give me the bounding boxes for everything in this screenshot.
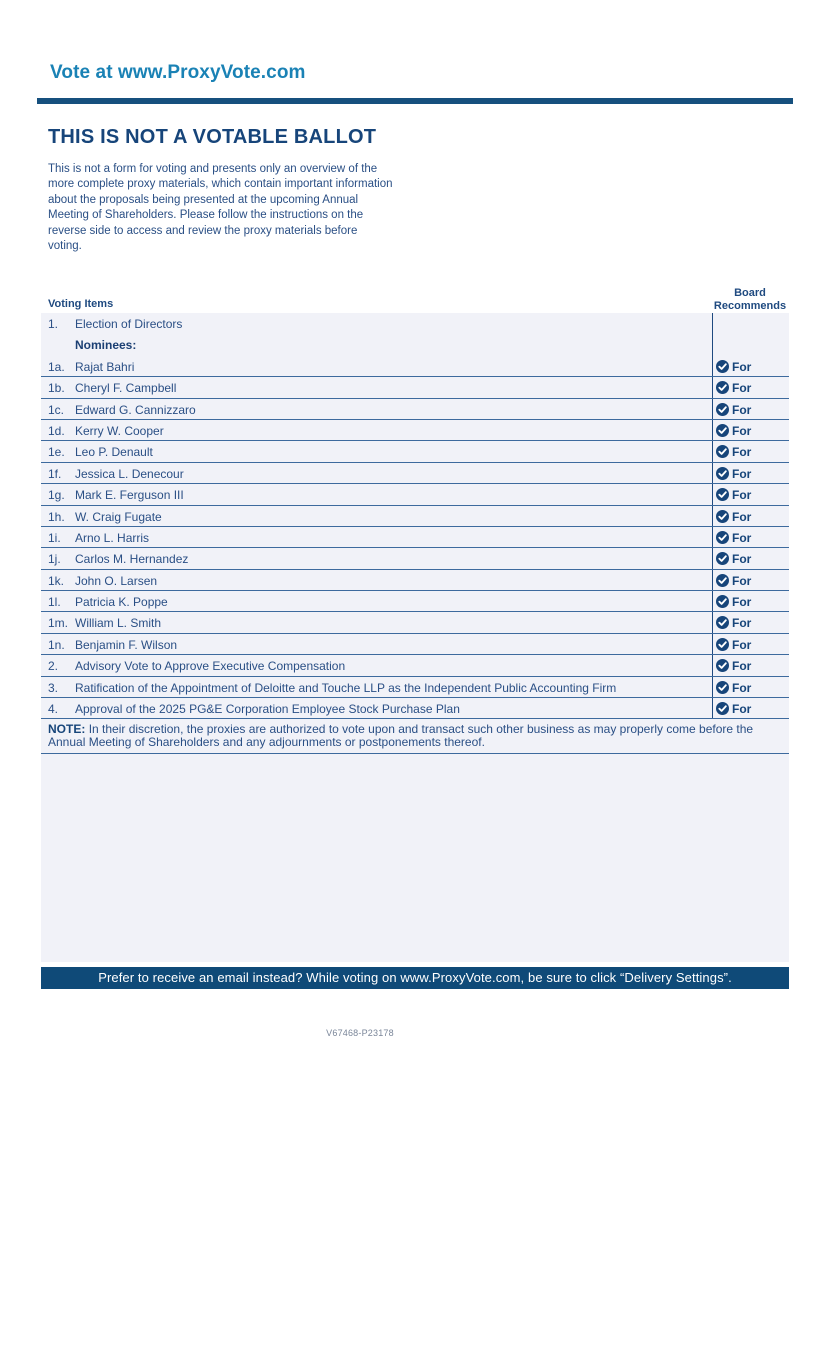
checkmark-circle-icon xyxy=(716,638,729,651)
table-row xyxy=(41,399,789,420)
recommendation-cell xyxy=(712,420,789,440)
nominees-label: Nominees: xyxy=(75,338,137,353)
table-row xyxy=(41,548,789,569)
checkmark-circle-icon xyxy=(716,403,729,416)
recommendation-value: For xyxy=(732,381,752,396)
checkmark-circle-icon xyxy=(716,445,729,458)
board-recommends-header xyxy=(711,287,789,312)
recommendation-cell xyxy=(712,463,789,483)
table-row xyxy=(41,484,789,505)
checkmark-circle-icon xyxy=(716,659,729,672)
table-row xyxy=(41,377,789,398)
recommendation-value: For xyxy=(732,509,752,524)
table-row xyxy=(41,334,789,355)
recommendation-value: For xyxy=(732,552,752,567)
item-label: Kerry W. Cooper xyxy=(75,423,164,438)
item-label: Patricia K. Poppe xyxy=(75,595,168,610)
recommendation-value: For xyxy=(732,616,752,631)
recommendation-cell xyxy=(712,591,789,611)
table-row xyxy=(41,441,789,462)
recommendation-value: For xyxy=(732,445,752,460)
item-number: 1i. xyxy=(48,530,61,545)
recommendation-cell xyxy=(712,441,789,461)
recommendation-cell xyxy=(712,570,789,590)
checkmark-circle-icon xyxy=(716,681,729,694)
recommendation-cell xyxy=(712,677,789,697)
table-row xyxy=(41,612,789,633)
item-label: Jessica L. Denecour xyxy=(75,466,184,481)
note-label: NOTE: xyxy=(48,722,86,737)
recommendation-value: For xyxy=(732,488,752,503)
item-label: Advisory Vote to Approve Executive Compensation xyxy=(75,659,346,674)
item-label: John O. Larsen xyxy=(75,573,158,588)
checkmark-circle-icon xyxy=(716,574,729,587)
item-number: 1f. xyxy=(48,466,62,481)
item-number: 1d. xyxy=(48,423,65,438)
table-row xyxy=(41,356,789,377)
item-label: Carlos M. Hernandez xyxy=(75,552,189,567)
recommendation-value: For xyxy=(732,466,752,481)
item-number: 1g. xyxy=(48,488,65,503)
item-label: Election of Directors xyxy=(75,317,183,331)
item-label: Cheryl F. Campbell xyxy=(75,381,177,396)
item-number: 1b. xyxy=(48,381,65,396)
recommendation-cell xyxy=(712,399,789,419)
voting-items-header: Voting Items xyxy=(48,298,114,310)
item-number: 1n. xyxy=(48,637,65,652)
recommendation-value: For xyxy=(732,359,752,374)
checkmark-circle-icon xyxy=(716,381,729,394)
checkmark-circle-icon xyxy=(716,552,729,565)
recommendation-cell xyxy=(712,634,789,654)
checkmark-circle-icon xyxy=(716,702,729,715)
recommendation-cell xyxy=(712,356,789,376)
table-row xyxy=(41,591,789,612)
item-number: 1. xyxy=(48,317,59,331)
recommendation-cell xyxy=(712,313,789,334)
item-label: W. Craig Fugate xyxy=(75,509,162,524)
checkmark-circle-icon xyxy=(716,616,729,629)
table-row xyxy=(41,463,789,484)
board-header-line2: Recommends xyxy=(713,299,787,312)
recommendation-cell xyxy=(712,334,789,355)
item-number: 1h. xyxy=(48,509,65,524)
item-label: Ratification of the Appointment of Deloitte and Touche LLP as the Independent Public Accounting Firm xyxy=(75,680,617,695)
item-number: 1m. xyxy=(48,616,69,631)
table-row xyxy=(41,313,789,334)
recommendation-cell xyxy=(712,527,789,547)
table-row xyxy=(41,655,789,676)
table-row xyxy=(41,570,789,591)
recommendation-cell xyxy=(712,698,789,718)
board-header-line1: Board xyxy=(734,287,766,299)
recommendation-value: For xyxy=(732,659,752,674)
item-number: 4. xyxy=(48,702,59,717)
item-number: 1l. xyxy=(48,595,61,610)
item-label: Edward G. Cannizzaro xyxy=(75,402,196,417)
item-label: Approval of the 2025 PG&E Corporation Employee Stock Purchase Plan xyxy=(75,702,460,717)
item-number: 1c. xyxy=(48,402,65,417)
voting-items-table xyxy=(41,313,789,754)
header-divider xyxy=(37,98,793,104)
item-label: Leo P. Denault xyxy=(75,445,153,460)
recommendation-value: For xyxy=(732,530,752,545)
recommendation-cell xyxy=(712,655,789,675)
item-number: 1a. xyxy=(48,359,65,374)
checkmark-circle-icon xyxy=(716,531,729,544)
recommendation-value: For xyxy=(732,573,752,588)
checkmark-circle-icon xyxy=(716,595,729,608)
checkmark-circle-icon xyxy=(716,488,729,501)
page-title: THIS IS NOT A VOTABLE BALLOT xyxy=(48,126,377,148)
item-label: Arno L. Harris xyxy=(75,530,150,545)
item-number: 2. xyxy=(48,659,59,674)
recommendation-value: For xyxy=(732,680,752,695)
item-label: William L. Smith xyxy=(75,616,162,631)
item-label: Benjamin F. Wilson xyxy=(75,637,178,652)
recommendation-value: For xyxy=(732,595,752,610)
recommendation-cell xyxy=(712,484,789,504)
recommendation-value: For xyxy=(732,637,752,652)
table-row xyxy=(41,677,789,698)
email-delivery-banner: Prefer to receive an email instead? While voting on www.ProxyVote.com, be sure to click “Delivery Settings”. xyxy=(41,967,789,989)
recommendation-cell xyxy=(712,377,789,397)
table-row xyxy=(41,420,789,441)
checkmark-circle-icon xyxy=(716,424,729,437)
checkmark-circle-icon xyxy=(716,510,729,523)
table-row xyxy=(41,634,789,655)
item-label: Mark E. Ferguson III xyxy=(75,488,184,503)
item-number: 1k. xyxy=(48,573,65,588)
recommendation-cell xyxy=(712,506,789,526)
recommendation-value: For xyxy=(732,423,752,438)
proxyvote-link[interactable]: Vote at www.ProxyVote.com xyxy=(50,62,306,83)
recommendation-cell xyxy=(712,548,789,568)
table-row xyxy=(41,506,789,527)
table-row xyxy=(41,527,789,548)
intro-paragraph: This is not a form for voting and presents only an overview of the more complete proxy materials, which contain important information about the proposals being presented at the upcoming Annual Meeting of Shareholders. Please follow the instructions on the reverse side to access and review the proxy materials before voting. xyxy=(48,163,393,253)
item-number: 1j. xyxy=(48,552,61,567)
item-number: 3. xyxy=(48,680,59,695)
document-code: V67468-P23178 xyxy=(326,1028,394,1038)
recommendation-cell xyxy=(712,612,789,632)
note-text xyxy=(41,719,789,754)
item-label: Rajat Bahri xyxy=(75,359,135,374)
checkmark-circle-icon xyxy=(716,467,729,480)
recommendation-value: For xyxy=(732,402,752,417)
item-number: 1e. xyxy=(48,445,65,460)
recommendation-value: For xyxy=(732,702,752,717)
checkmark-circle-icon xyxy=(716,360,729,373)
note-body: In their discretion, the proxies are authorized to vote upon and transact such other business as may properly come before the Annual Meeting of Shareholders and any adjournments or postponements thereof. xyxy=(48,722,754,750)
table-row xyxy=(41,698,789,719)
